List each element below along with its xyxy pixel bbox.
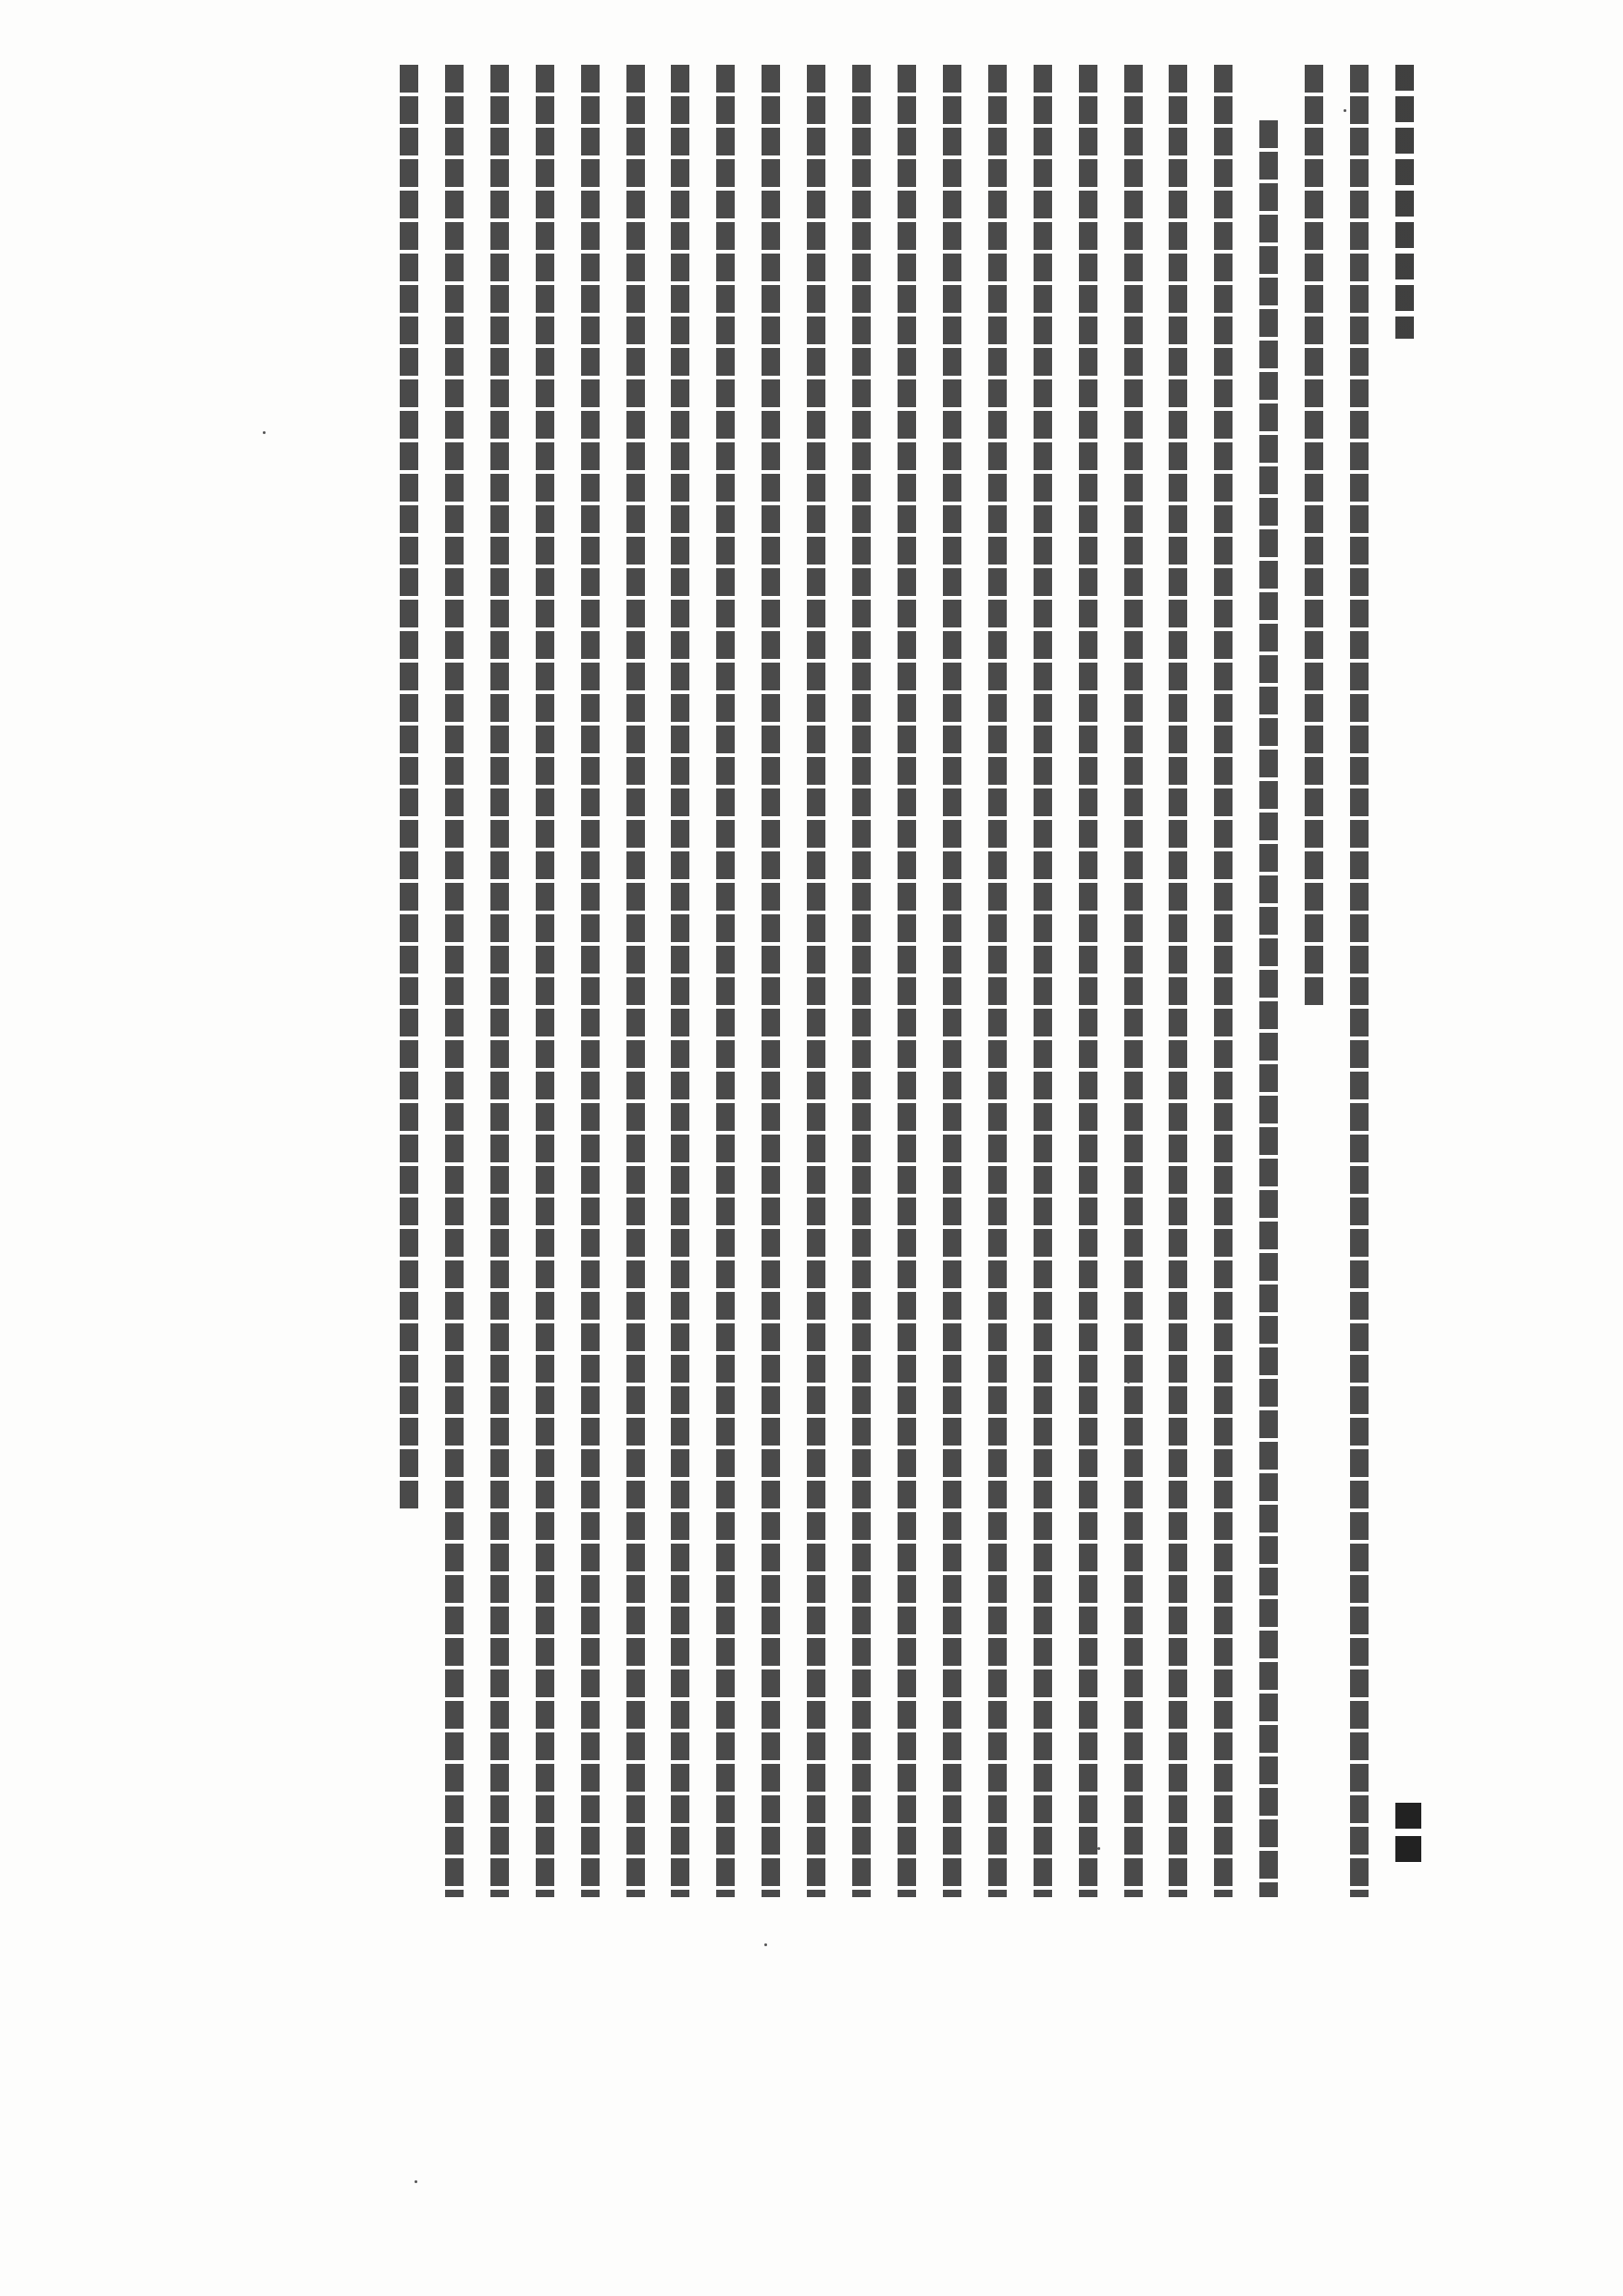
- body-column: [1203, 65, 1244, 1934]
- body-line-text: [807, 65, 825, 1897]
- body-line-text: [445, 65, 464, 1897]
- scan-speck: [263, 431, 266, 434]
- running-head-text: [1395, 65, 1414, 339]
- body-column: [525, 65, 565, 1934]
- body-line-text: [852, 65, 871, 1897]
- scan-speck: [1097, 1847, 1100, 1850]
- body-line-text: [1169, 65, 1187, 1897]
- body-line-text: [671, 65, 689, 1897]
- body-line-text: [988, 65, 1007, 1897]
- body-column: [1068, 65, 1109, 1934]
- body-column: [1022, 65, 1063, 1934]
- text-block: [389, 65, 1425, 1934]
- page-number: [1395, 1803, 1421, 1864]
- body-line-text: [581, 65, 600, 1897]
- scan-speck: [415, 2180, 417, 2183]
- body-line-text: [762, 65, 780, 1897]
- body-column: [750, 65, 791, 1934]
- body-column: [1248, 65, 1289, 1934]
- body-line-text: [1214, 65, 1233, 1897]
- body-column: [1158, 65, 1198, 1934]
- body-column: [570, 65, 611, 1934]
- body-column: [389, 65, 429, 1934]
- body-line-text: [536, 65, 554, 1897]
- body-line-text: [898, 65, 916, 1897]
- body-column: [841, 65, 882, 1934]
- body-column: [434, 65, 475, 1934]
- body-column: [1294, 65, 1334, 1934]
- scan-speck: [1127, 1381, 1130, 1384]
- body-column: [660, 65, 700, 1934]
- body-line-text: [490, 65, 509, 1897]
- scan-speck: [1344, 109, 1346, 112]
- running-head-column: [1384, 65, 1425, 1934]
- body-line-text: [1124, 65, 1143, 1897]
- body-line-text: [1034, 65, 1052, 1897]
- body-line-text: [1305, 65, 1323, 1009]
- body-column: [615, 65, 656, 1934]
- body-line-text: [943, 65, 961, 1897]
- body-column: [886, 65, 927, 1934]
- body-column: [1113, 65, 1154, 1934]
- body-line-text: [1350, 65, 1369, 1897]
- body-line-text: [716, 65, 735, 1897]
- body-column: [479, 65, 520, 1934]
- body-line-text: [1079, 65, 1097, 1897]
- body-column: [705, 65, 746, 1934]
- body-column: [932, 65, 973, 1934]
- scan-speck: [764, 1943, 767, 1946]
- body-line-text: [400, 65, 418, 1508]
- body-column: [1339, 65, 1380, 1934]
- body-line-text: [626, 65, 645, 1897]
- body-column: [796, 65, 836, 1934]
- body-line-text: [1259, 120, 1278, 1897]
- body-column: [977, 65, 1018, 1934]
